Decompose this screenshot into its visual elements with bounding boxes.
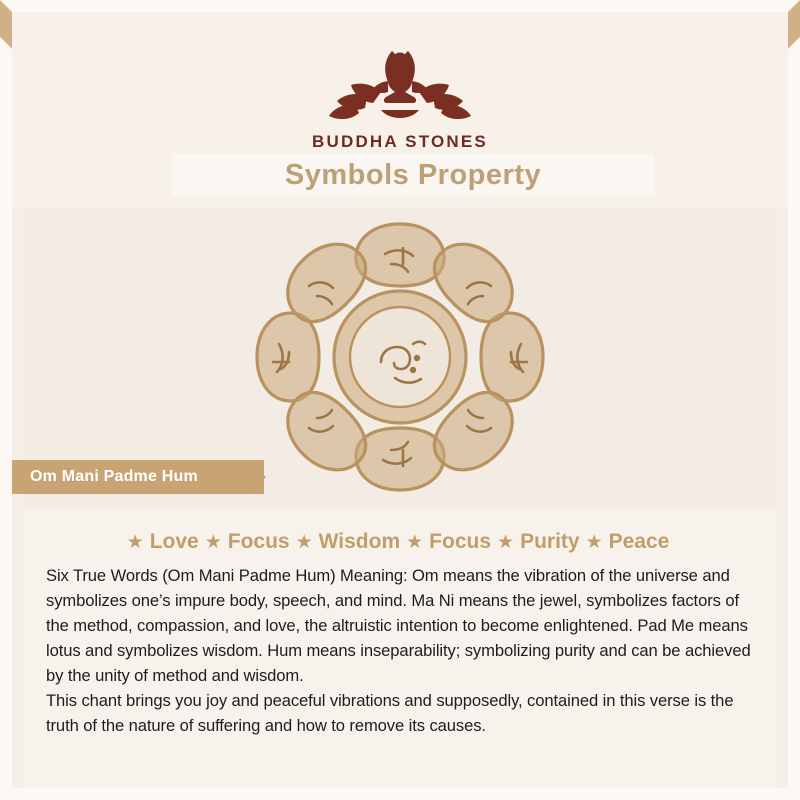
page-title: Symbols Property bbox=[284, 158, 542, 191]
body-text bbox=[46, 564, 754, 739]
star-icon: ★ bbox=[295, 531, 313, 553]
paragraph: Six True Words (Om Mani Padme Hum) Meaning: Om means the vibration of the universe and symbolizes one’s impure body, speech, and mind. Ma Ni means the jewel, symbolizes factors of the method, compassion, and love, the altruistic intention to become enlightened. Pad Me means lotus and symbolizes wisdom. Hum means inseparability; symbolizing purity and can be achieved by the unity of method and wisdom. bbox=[46, 566, 751, 685]
star-icon: ★ bbox=[406, 531, 424, 553]
brand-name: BUDDHA STONES bbox=[312, 132, 488, 151]
star-icon: ★ bbox=[204, 531, 222, 553]
keyword-item: Focus bbox=[227, 530, 290, 553]
keyword-item: Peace bbox=[608, 530, 670, 553]
star-icon: ★ bbox=[497, 531, 515, 553]
description-section bbox=[24, 512, 776, 788]
ribbon-arrow-tip bbox=[248, 460, 266, 494]
keyword-item: Love bbox=[149, 530, 199, 553]
keyword-item: Purity bbox=[520, 530, 580, 553]
brand-logo bbox=[12, 34, 788, 152]
star-icon: ★ bbox=[126, 531, 144, 553]
paragraph: This chant brings you joy and peaceful vibrations and supposedly, contained in this verse is the truth of the nature of suffering and how to remove its causes. bbox=[46, 691, 734, 736]
inner-panel bbox=[12, 12, 788, 788]
section-title-band bbox=[172, 154, 654, 196]
keyword-item: Focus bbox=[429, 530, 492, 553]
star-icon: ★ bbox=[585, 531, 603, 553]
om-mani-padme-hum-lotus-mandala-icon bbox=[235, 212, 565, 502]
keyword-list bbox=[46, 530, 754, 554]
label-ribbon bbox=[12, 460, 264, 494]
ribbon-label: Om Mani Padme Hum bbox=[30, 468, 198, 485]
lotus-meditation-icon bbox=[315, 34, 485, 130]
keyword-item: Wisdom bbox=[318, 530, 401, 553]
